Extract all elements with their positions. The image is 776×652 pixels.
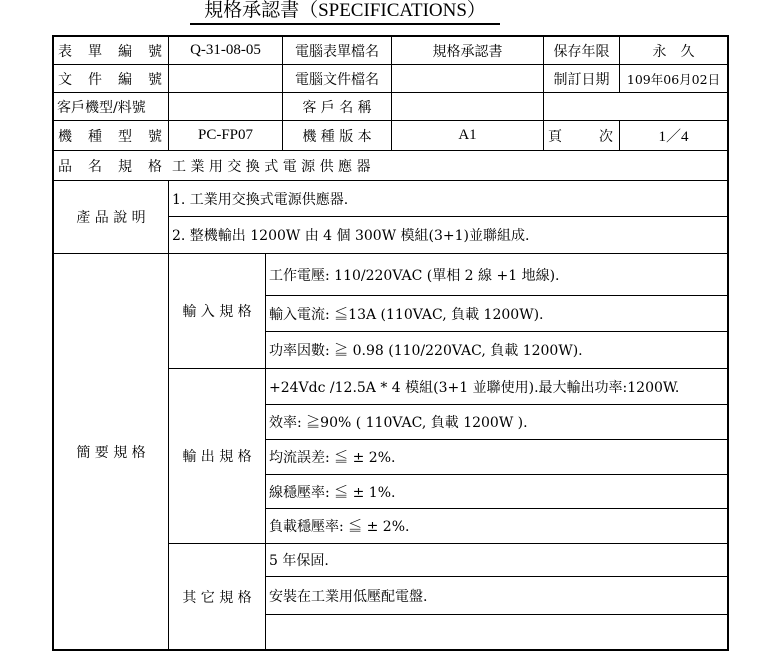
product-desc-line: 2. 整機輸出 1200W 由 4 個 300W 模組(3+1)並聯組成. (172, 228, 530, 244)
other-spec-line: 5 年保固. (269, 553, 329, 569)
page-label: 頁 次 (548, 128, 613, 145)
other-spec-line: 安裝在工業用低壓配電盤. (269, 588, 428, 605)
input-spec-line: 工作電壓: 110/220VAC (單相 2 線 +1 地線). (269, 267, 560, 284)
page-value: 1／4 (658, 129, 689, 145)
doc-file-value (392, 65, 543, 92)
model-value: PC-FP07 (197, 127, 254, 143)
doc-no-label: 文 件 編 號 (58, 71, 162, 88)
input-spec-line: 輸入電流: ≦13A (110VAC, 負載 1200W). (269, 306, 544, 323)
input-spec-line: 功率因數: ≧ 0.98 (110/220VAC, 負載 1200W). (269, 343, 583, 359)
form-no-label: 表 單 編 號 (58, 43, 162, 60)
model-label: 機 種 型 號 (58, 128, 162, 145)
retention-label: 保存年限 (553, 43, 610, 60)
product-name-label: 品 名 規 格 (58, 158, 162, 175)
customer-name-label: 客 戶 名 稱 (302, 99, 372, 116)
customer-model-value (169, 93, 282, 120)
specs-label: 簡 要 規 格 (76, 444, 146, 461)
version-value: A1 (458, 127, 477, 143)
retention-value: 永 久 (652, 43, 695, 60)
rule (52, 649, 728, 651)
output-spec-line: 效率: ≧90% ( 110VAC, 負載 1200W ). (269, 415, 528, 431)
document-title: 規格承認書（SPECIFICATIONS） (190, 0, 500, 25)
date-label: 制訂日期 (553, 71, 610, 88)
doc-no-value (169, 65, 282, 92)
form-file-value: 規格承認書 (432, 43, 503, 60)
customer-name-value (392, 93, 727, 120)
version-label: 機 種 版 本 (302, 128, 372, 145)
output-spec-line: 均流誤差: ≦ ± 2%. (269, 450, 396, 466)
doc-file-label: 電腦文件檔名 (295, 71, 379, 88)
output-spec-line: 負載穩壓率: ≦ ± 2%. (269, 519, 410, 535)
form-no-value: Q-31-08-05 (190, 42, 261, 58)
date-value: 109年06月02日 (626, 71, 721, 87)
output-spec-label: 輸 出 規 格 (182, 449, 252, 465)
product-desc-line: 1. 工業用交換式電源供應器. (172, 191, 349, 208)
product-desc-label: 產 品 說 明 (76, 210, 146, 226)
other-spec-label: 其 它 規 格 (182, 589, 252, 606)
output-spec-line: +24Vdc /12.5A * 4 模組(3+1 並聯使用).最大輸出功率:1200W. (269, 379, 680, 396)
form-file-label: 電腦表單檔名 (295, 43, 379, 60)
output-spec-line: 線穩壓率: ≦ ± 1%. (269, 484, 396, 501)
product-name-value: 工 業 用 交 換 式 電 源 供 應 器 (172, 158, 371, 175)
other-spec-line (266, 615, 730, 649)
input-spec-label: 輸 入 規 格 (182, 304, 252, 320)
customer-model-label: 客戶機型/料號 (57, 99, 146, 116)
